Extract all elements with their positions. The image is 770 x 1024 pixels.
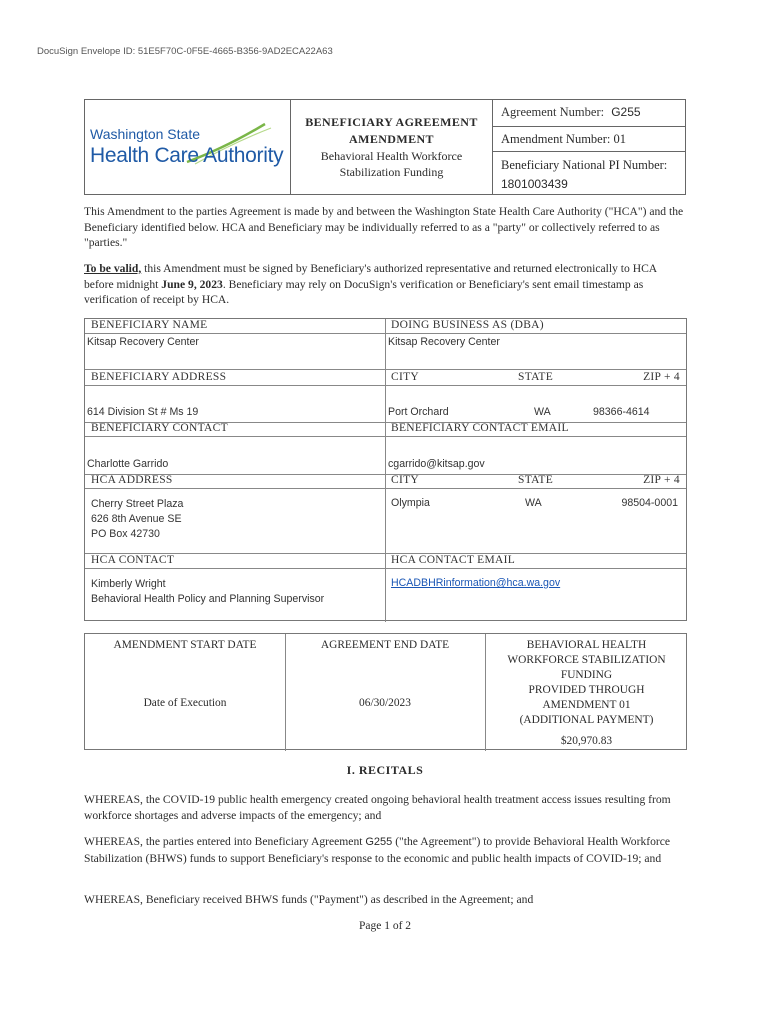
agreement-number-row: [493, 100, 685, 127]
hca-contact-name: Kimberly Wright: [91, 578, 166, 590]
hca-contact-email-link[interactable]: HCADBHRinformation@hca.wa.gov: [391, 577, 561, 589]
funding-label-line6: (ADDITIONAL PAYMENT): [519, 714, 654, 726]
hca-state-label: STATE: [518, 474, 554, 486]
recitals-heading: I. RECITALS: [346, 763, 424, 777]
recital-agreement-number: G255: [365, 836, 393, 848]
beneficiary-contact-label: BENEFICIARY CONTACT: [91, 422, 228, 434]
agreement-end-date: 06/30/2023: [359, 697, 411, 709]
recital-whereas-2: [84, 834, 688, 866]
intro-paragraph: This Amendment to the parties Agreement is made by and between the Washington State Health Care Authority ("HCA") and the Beneficiary identified below. HCA and Beneficiary may be individually referred to as a "party" or collectively referred to as "parties.": [84, 205, 684, 249]
beneficiary-address: 614 Division St # Ms 19: [87, 406, 199, 418]
logo-text-line2: Health Care Authority: [90, 144, 284, 167]
terms-table: [84, 633, 687, 750]
hca-zip: 98504-0001: [621, 497, 678, 509]
document-title: [291, 100, 493, 194]
agreement-number: G255: [611, 105, 641, 119]
recital-whereas-2-text-a: WHEREAS, the parties entered into Beneficiary Agreement: [84, 835, 366, 848]
hca-zip-label: ZIP + 4: [643, 474, 680, 486]
funding-label: [485, 638, 688, 749]
title-line2: AMENDMENT: [349, 132, 434, 146]
dba-value: Kitsap Recovery Center: [388, 336, 500, 348]
validity-deadline: June 9, 2023: [161, 277, 223, 291]
dba-label: DOING BUSINESS AS (DBA): [391, 319, 544, 331]
amendment-start-date: Date of Execution: [143, 697, 227, 709]
hca-address-line1: Cherry Street Plaza: [91, 498, 184, 510]
funding-label-line2: WORKFORCE STABILIZATION: [507, 654, 666, 666]
hca-address-label: HCA ADDRESS: [91, 474, 173, 486]
docusign-envelope-id: DocuSign Envelope ID: 51E5F70C-0F5E-4665-B356-9AD2ECA22A63: [37, 46, 333, 57]
validity-text-1: this Amendment must be signed by Beneficiary's authorized representative and returned electronically to HCA before midnight: [84, 262, 657, 291]
beneficiary-address-label: BENEFICIARY ADDRESS: [91, 371, 227, 383]
logo-text-line1: Washington State: [90, 126, 200, 142]
recital-whereas-3: WHEREAS, Beneficiary received BHWS funds ("Payment") as described in the Agreement; and: [84, 893, 534, 906]
beneficiary-state: WA: [534, 406, 551, 418]
beneficiary-contact-email-label: BENEFICIARY CONTACT EMAIL: [391, 422, 569, 434]
hca-address-line3: PO Box 42730: [91, 528, 160, 540]
zip-label: ZIP + 4: [643, 371, 680, 383]
city-label: CITY: [391, 371, 420, 383]
funding-label-line1: BEHAVIORAL HEALTH: [526, 639, 647, 651]
validity-lead: To be valid,: [84, 262, 142, 275]
beneficiary-name-label: BENEFICIARY NAME: [91, 319, 208, 331]
beneficiary-city: Port Orchard: [388, 406, 449, 418]
funding-label-line4: PROVIDED THROUGH: [528, 684, 645, 696]
npi-row: [493, 152, 685, 194]
hca-contact-title: Behavioral Health Policy and Planning Supervisor: [91, 593, 325, 605]
validity-paragraph: [84, 261, 688, 308]
recital-whereas-2-text-b: ("the Agreement") to provide Behavioral Health Workforce Stabilization (BHWS) funds to support Beneficiary's response to the economic and public health impacts of COVID-19; and: [84, 835, 671, 865]
funding-amount: $20,970.83: [560, 735, 613, 747]
hca-address: [91, 497, 183, 542]
title-line1: BENEFICIARY AGREEMENT: [305, 115, 478, 129]
parties-table: [84, 318, 687, 621]
subtitle-line2: Stabilization Funding: [339, 165, 444, 179]
recital-whereas-1: WHEREAS, the COVID-19 public health emergency created ongoing behavioral health treatment access issues resulting from workforce shortages and adverse impacts of the emergency; and: [84, 793, 671, 822]
agreement-header: [84, 99, 686, 195]
hca-city-label: CITY: [391, 474, 420, 486]
beneficiary-contact-email: cgarrido@kitsap.gov: [388, 458, 485, 470]
funding-label-line5: AMENDMENT 01: [542, 699, 631, 711]
hca-city: Olympia: [391, 497, 430, 509]
hca-contact: [91, 577, 324, 607]
funding-label-line3: FUNDING: [560, 669, 613, 681]
hca-contact-email-label: HCA CONTACT EMAIL: [391, 554, 516, 566]
amendment-start-date-label: AMENDMENT START DATE: [113, 639, 257, 651]
agreement-number-label: Agreement Number:: [501, 105, 605, 119]
state-label: STATE: [518, 371, 554, 383]
npi-number: 1801003439: [501, 177, 568, 191]
beneficiary-name: Kitsap Recovery Center: [87, 336, 199, 348]
beneficiary-zip: 98366-4614: [593, 406, 650, 418]
agreement-end-date-label: AGREEMENT END DATE: [320, 639, 450, 651]
hca-logo: [85, 100, 291, 194]
hca-state: WA: [525, 497, 542, 509]
page-number: Page 1 of 2: [358, 920, 412, 932]
subtitle-line1: Behavioral Health Workforce: [320, 149, 463, 163]
hca-contact-label: HCA CONTACT: [91, 554, 175, 566]
agreement-numbers: [493, 100, 685, 194]
hca-address-line2: 626 8th Avenue SE: [91, 513, 182, 525]
amendment-number: Amendment Number: 01: [493, 127, 685, 152]
beneficiary-contact: Charlotte Garrido: [87, 458, 169, 470]
validity-text-2: . Beneficiary may rely on DocuSign's verification or Beneficiary's sent email timestamp as verification of receipt by HCA.: [84, 277, 644, 306]
npi-label: Beneficiary National PI Number:: [501, 158, 668, 172]
